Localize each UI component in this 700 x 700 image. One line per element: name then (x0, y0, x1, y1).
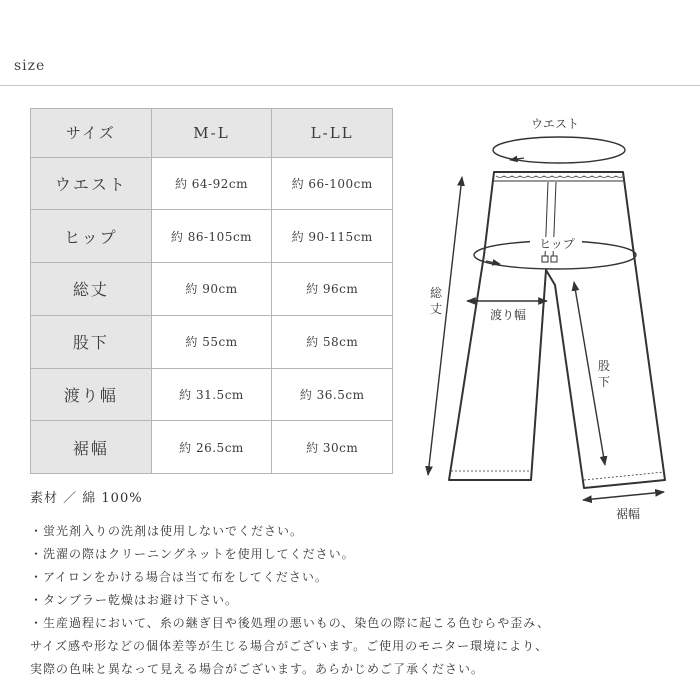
table-row (31, 421, 393, 474)
cell-value: 約 90-115cm (272, 210, 393, 263)
cell-value: 約 90cm (151, 263, 272, 316)
size-table (30, 108, 393, 474)
row-label: 裾幅 (31, 421, 152, 474)
divider (0, 85, 700, 86)
cell-value: 約 30cm (272, 421, 393, 474)
drawstring-tip (542, 256, 548, 262)
cell-value: 約 55cm (151, 315, 272, 368)
header-lll: L-LL (272, 109, 393, 158)
cell-value: 約 26.5cm (151, 421, 272, 474)
cell-value: 約 36.5cm (272, 368, 393, 421)
hem-width-arrow (583, 492, 664, 500)
table-row (31, 210, 393, 263)
table-row (31, 157, 393, 210)
row-label: 股下 (31, 315, 152, 368)
note-item: ・洗濯の際はクリーニングネットを使用してください。 (30, 547, 355, 561)
note-item: ・生産過程において、糸の継ぎ目や後処理の悪いもの、染色の際に起こる色むらや歪み、 (30, 616, 551, 630)
care-notes (30, 520, 680, 681)
cell-value: 約 58cm (272, 315, 393, 368)
page-label: size (14, 58, 46, 74)
inseam-label: 下 (597, 375, 611, 389)
drawstring-tip (551, 256, 557, 262)
table-row (31, 315, 393, 368)
table-header-row (31, 109, 393, 158)
row-label: ウエスト (31, 157, 152, 210)
table-row (31, 368, 393, 421)
hem-width-label: 裾幅 (615, 507, 641, 521)
total-length-label: 丈 (429, 302, 443, 316)
row-label: 渡り幅 (31, 368, 152, 421)
cell-value: 約 66-100cm (272, 157, 393, 210)
pants-outline (449, 172, 665, 488)
header-ml: M-L (151, 109, 272, 158)
waist-label: ウエスト (530, 117, 580, 131)
note-item: ・蛍光剤入りの洗剤は使用しないでください。 (30, 524, 304, 538)
cell-value: 約 96cm (272, 263, 393, 316)
total-length-label: 総 (429, 286, 443, 300)
note-item: ・タンブラー乾燥はお避け下さい。 (30, 593, 239, 607)
cell-value: 約 86-105cm (151, 210, 272, 263)
hip-label: ヒップ (539, 237, 575, 251)
cell-value: 約 64-92cm (151, 157, 272, 210)
cell-value: 約 31.5cm (151, 368, 272, 421)
note-item: 実際の色味と異なって見える場合がございます。あらかじめご了承ください。 (30, 662, 485, 676)
table-row (31, 263, 393, 316)
row-label: ヒップ (31, 210, 152, 263)
inseam-label: 股 (597, 359, 611, 373)
note-item: ・アイロンをかける場合は当て布をしてください。 (30, 570, 328, 584)
row-label: 総丈 (31, 263, 152, 316)
pants-diagram (400, 100, 700, 540)
thigh-width-label: 渡り幅 (489, 308, 527, 322)
material-text: 素材 ／ 綿 100% (30, 491, 143, 506)
header-size: サイズ (31, 109, 152, 158)
note-item: サイズ感や形などの個体差等が生じる場合がございます。ご使用のモニター環境により、 (30, 639, 549, 653)
